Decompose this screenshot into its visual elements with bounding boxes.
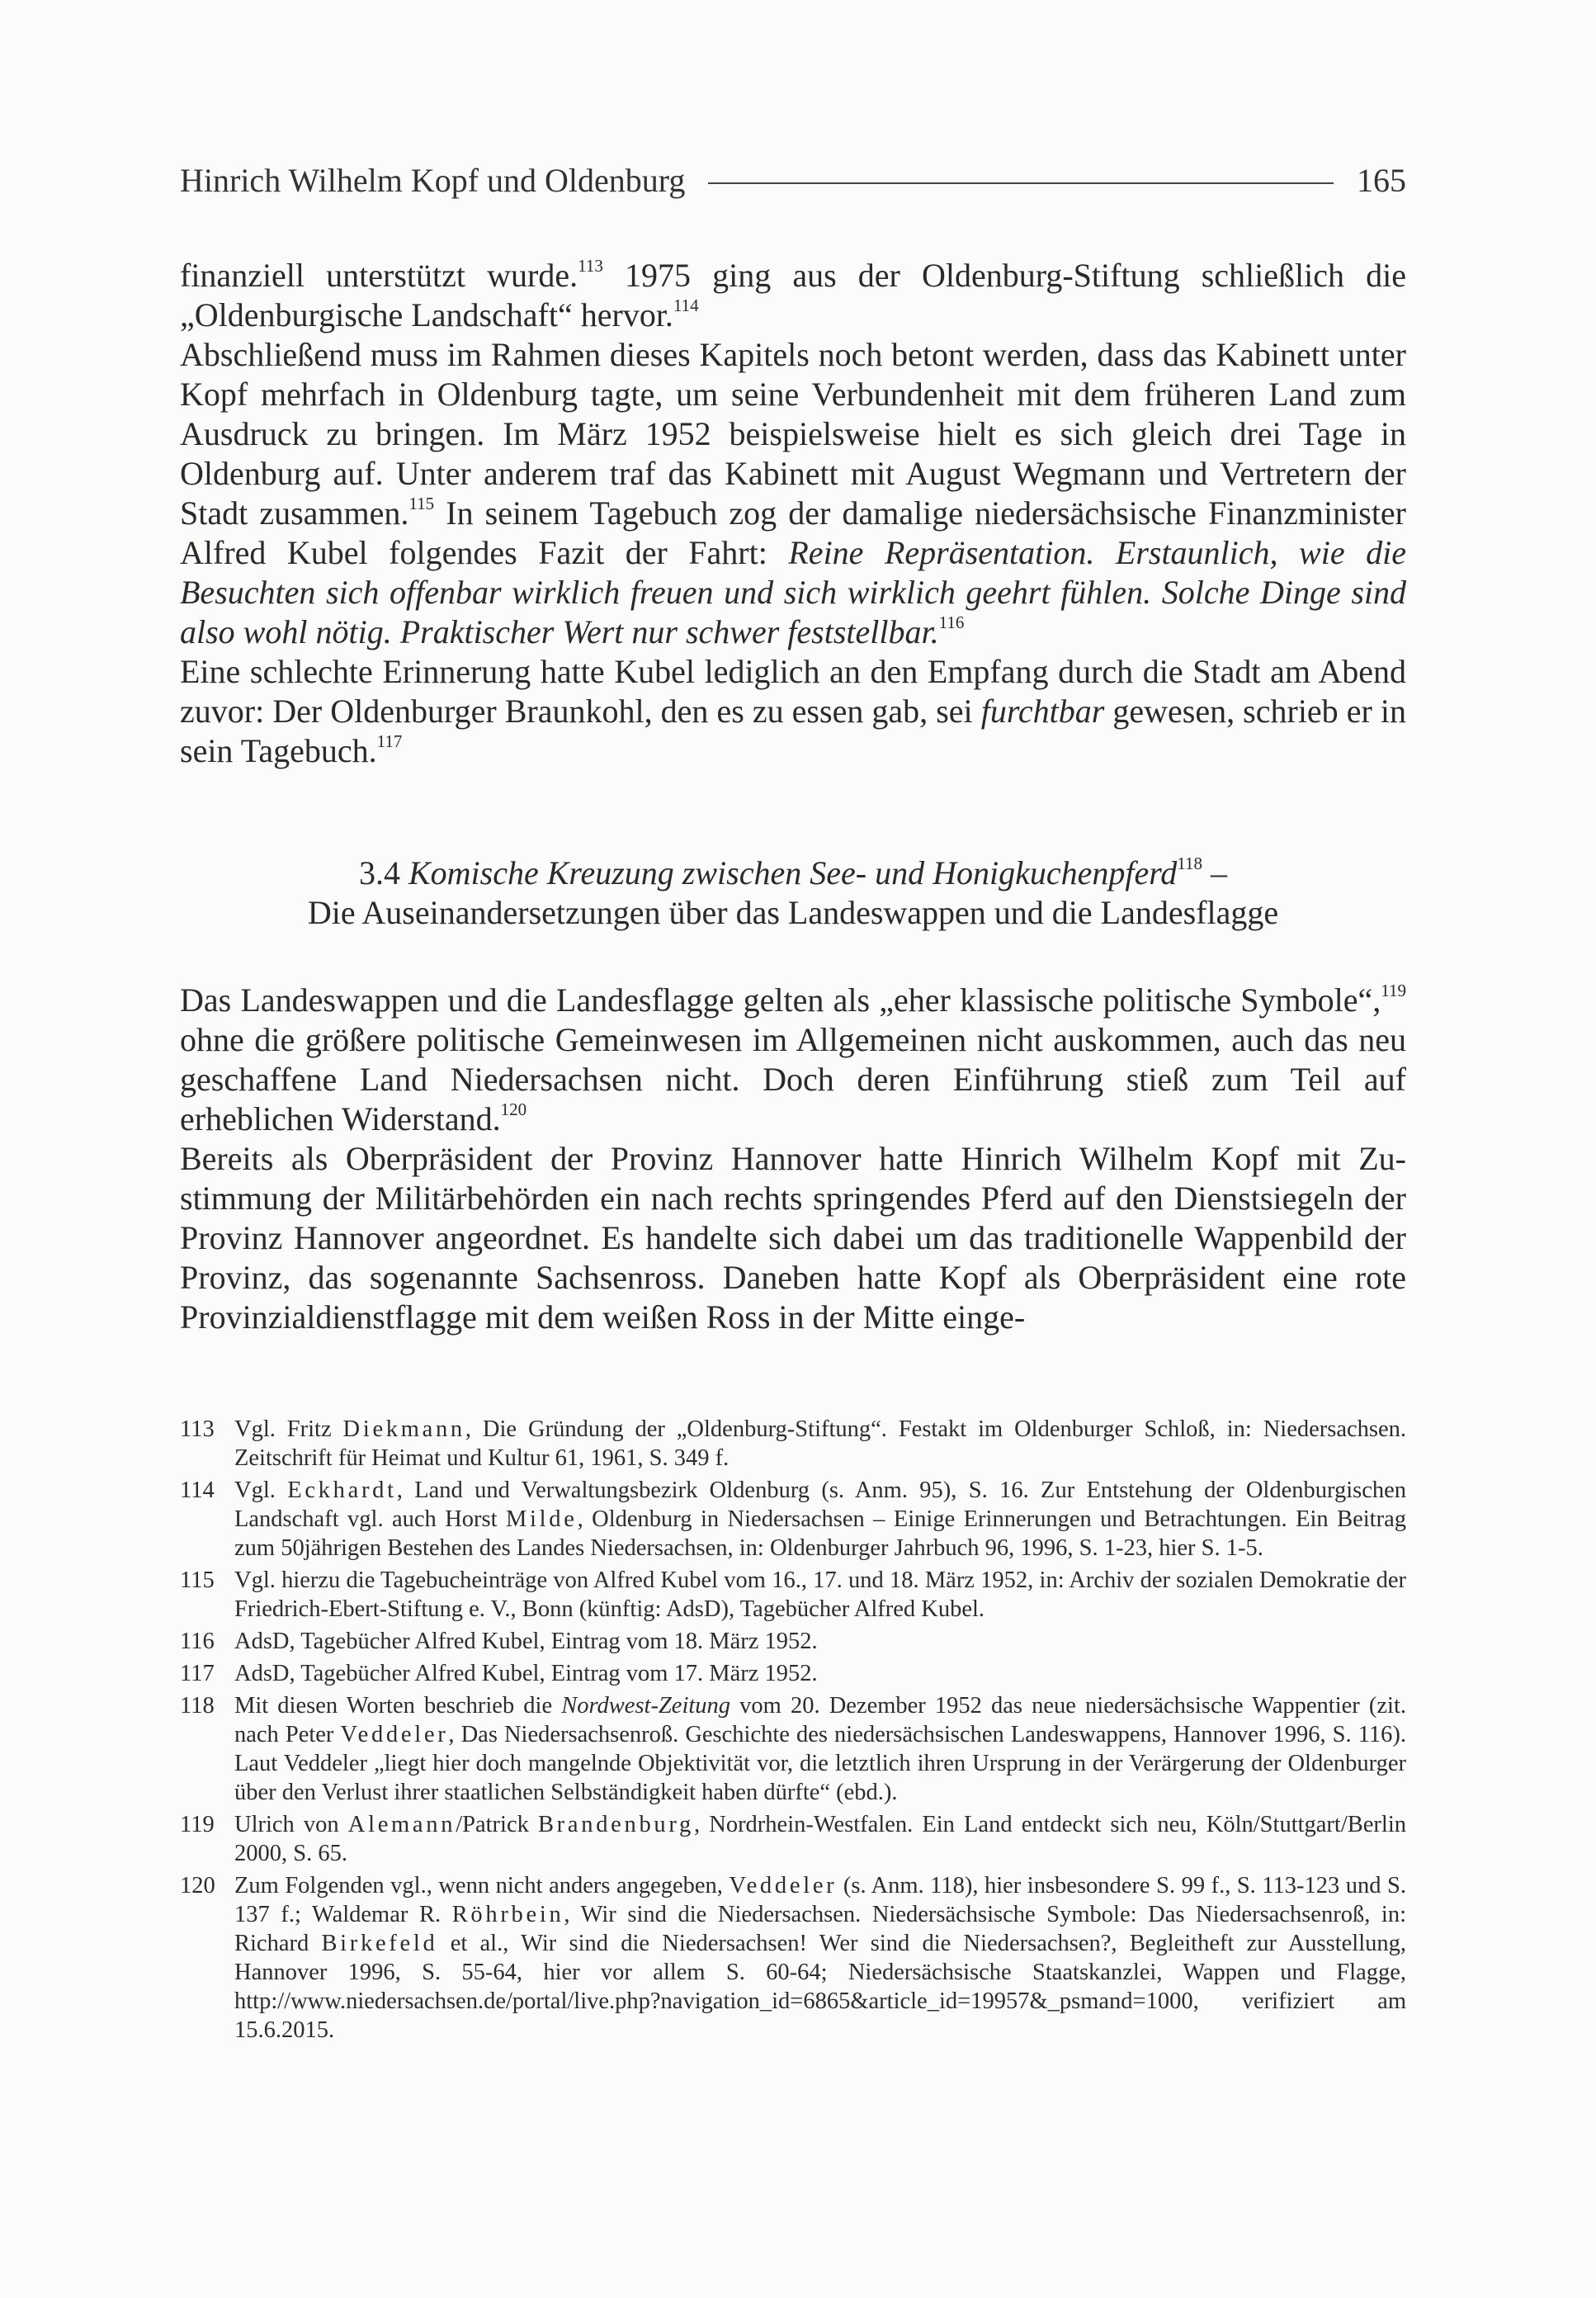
footnote-number: 120	[180, 1873, 215, 1898]
text-run: Röhrbein	[451, 1902, 564, 1927]
text-run: Eine schlechte Erinnerung hatte Kubel lediglich an den Empfang durch die Stadt am Abend zuvor: Der Oldenburger Braunkohl, den es zu essen gab, sei	[180, 653, 1406, 730]
footnote-text: AdsD, Tagebücher Alfred Kubel, Eintrag vom 17. März 1952.	[234, 1661, 818, 1686]
footnote-number: 119	[180, 1812, 215, 1837]
text-run: Veddeler	[729, 1873, 838, 1898]
text-run: Abschließend muss im Rahmen dieses Kapitels noch betont werden, dass das Kabinett unter Kopf mehrfach in Oldenburg tagte, um seine Verbundenheit mit dem früheren Land zum Ausdruck zu bringen. Im März 1952 beispielsweise hielt es sich gleich drei Tage in Oldenburg auf. Unter anderem traf das Kabinett mit August Wegmann und Vertretern der Stadt zusammen.	[180, 336, 1406, 532]
text-run: Diekmann	[342, 1416, 465, 1442]
text-run: finanziell unterstützt wurde.	[180, 257, 578, 294]
footnote-number: 115	[180, 1567, 215, 1593]
text-run: et al., Wir sind die Niedersachsen! Wer sind die Niedersachsen?, Begleitheft zur Ausstellung, Hannover 1996, S. 55-64, hier vor allem S. 60-64; Niedersächsische Staatskanzlei, Wappen und Flagge, http://www.niedersachsen.de/portal/live.php?navigation_id=6865&article_id=19957&_psmand=1000, verifiziert am 15.6.2015.	[234, 1931, 1406, 2043]
text-run: gewesen, schrieb er in sein Tagebuch.	[180, 693, 1406, 769]
text-run: /Patrick	[456, 1812, 538, 1837]
footnote-119	[180, 1810, 1406, 1868]
footnote-116	[180, 1627, 1406, 1656]
footnote-text: Vgl. hierzu die Tagebucheinträge von Alfred Kubel vom 16., 17. und 18. März 1952, in: Archiv der sozialen Demokratie der Friedrich-Ebert-Stiftung e. V., Bonn (künftig: AdsD), Tagebücher Alfred Kubel.	[234, 1567, 1406, 1622]
emphasis-furchtbar: furchtbar	[980, 693, 1105, 730]
paragraph-3	[180, 652, 1406, 771]
footnote-120	[180, 1871, 1406, 2045]
page-number: 165	[1357, 162, 1406, 199]
paragraph-1	[180, 256, 1406, 335]
text-run: ohne die größere politische Gemeinwesen im Allgemeinen nicht auskommen, auch das neu geschaffene Land Niedersachsen nicht. Doch deren Einführung stieß zum Teil auf erheblichen Widerstand.	[180, 1021, 1406, 1137]
text-run: Veddeler	[340, 1722, 449, 1747]
text-run: , Nordrhein-Westfalen. Ein Land entdeckt sich neu, Köln/Stuttgart/Berlin 2000, S. 65.	[234, 1812, 1406, 1866]
header-rule	[708, 182, 1334, 184]
footnote-ref-116[interactable]: 116	[938, 612, 965, 632]
footnote-number: 114	[180, 1478, 215, 1503]
footnote-text	[234, 1691, 1406, 1807]
footnote-117	[180, 1659, 1406, 1688]
section-number: 3.4	[358, 854, 408, 891]
footnote-text	[234, 1871, 1406, 2045]
paragraph-2	[180, 335, 1406, 652]
running-head	[180, 160, 1406, 201]
footnote-114	[180, 1476, 1406, 1563]
text-run: Birkefeld	[321, 1931, 438, 1956]
section-heading-line-1: 3.4 Komische Kreuzung zwischen See- und Honigkuchenpferd$^{118}$ –	[358, 853, 1228, 891]
text-run: In seinem Tagebuch zog der damalige niedersächsische Finanzminister Alfred Kubel folgendes Fazit der Fahrt:	[180, 494, 1407, 571]
footnote-number: 116	[180, 1629, 215, 1654]
footnote-ref-117[interactable]: 117	[376, 731, 403, 751]
text-run: 1975 ging aus der Oldenburg-Stiftung schließlich die „Oldenburgische Landschaft“ hervor.	[180, 257, 1407, 333]
footnote-text	[234, 1415, 1406, 1473]
text-run: Das Landeswappen und die Landesflagge gelten als „eher klassische politische Symbole“,	[180, 981, 1381, 1019]
text-run: Eckhardt	[287, 1478, 397, 1503]
text-run: Zum Folgenden vgl., wenn nicht anders angegeben,	[234, 1873, 730, 1898]
footnote-118	[180, 1691, 1406, 1807]
main-text	[180, 256, 1406, 1337]
footnote-ref-118[interactable]: 118	[1177, 853, 1203, 873]
text-run: , Das Niedersachsenroß. Geschichte des niedersächsischen Landeswappens, Hannover 1996, S. 116). Laut Veddeler „liegt hier doch mangelnde Objektivität vor, die letztlich ihren Ursprung in der Verärgerung der Oldenburger über den Verlust ihrer staatlichen Selbständigkeit haben dürfte“ (ebd.).	[234, 1722, 1407, 1805]
footnote-ref-115[interactable]: 115	[408, 494, 435, 513]
footnote-115	[180, 1566, 1406, 1624]
text-run: (s. Anm. 118), hier insbesondere S. 99 f., S. 113-123 und S. 137 f.; Waldemar R.	[234, 1873, 1406, 1927]
text-run: Mit diesen Worten beschrieb die	[234, 1693, 562, 1719]
section-heading	[180, 853, 1406, 933]
paragraph-5: Bereits als Oberpräsident der Provinz Hannover hatte Hinrich Wilhelm Kopf mit Zustimmung der Militärbehörden ein nach rechts springendes Pferd auf den Dienstsiegeln der Provinz Hannover angeordnet. Es handelte sich dabei um das traditionelle Wappenbild der Provinz, das sogenannte Sachsenross. Daneben hatte Kopf als Oberpräsident eine rote Provinzialdienstflagge mit dem weißen Ross in der Mitte einge-	[180, 1140, 1406, 1336]
paragraph-4	[180, 981, 1406, 1139]
text-run: Milde	[506, 1506, 578, 1532]
text-run: , Die Gründung der „Oldenburg-Stiftung“. Festakt im Oldenburger Schloß, in: Niedersachsen. Zeitschrift für Heimat und Kultur 61, 1961, S. 349 f.	[234, 1416, 1406, 1471]
text-run: Alemann	[347, 1812, 456, 1837]
footnotes	[180, 1415, 1406, 2048]
footnote-number: 118	[180, 1693, 215, 1719]
footnote-text	[234, 1476, 1406, 1563]
text-run: Nordwest-Zeitung	[561, 1693, 731, 1719]
footnote-number: 117	[180, 1661, 215, 1686]
footnote-113	[180, 1415, 1406, 1473]
text-run: Ulrich von	[234, 1812, 348, 1837]
kubel-quote: Reine Repräsentation. Erstaunlich, wie die Besuchten sich offenbar wirklich freuen und sich wirklich geehrt fühlen. Solche Dinge sind also wohl nötig. Praktischer Wert nur schwer feststellbar.	[180, 534, 1406, 650]
footnote-number: 113	[180, 1416, 215, 1442]
footnote-text	[234, 1810, 1406, 1868]
footnote-text: AdsD, Tagebücher Alfred Kubel, Eintrag vom 18. März 1952.	[234, 1629, 818, 1654]
text-run: , Oldenburg in Niedersachsen – Einige Erinnerungen und Betrachtungen. Ein Beitrag zum 50jährigen Bestehen des Landes Niedersachsen, in: Oldenburger Jahrbuch 96, 1996, S. 1-23, hier S. 1-5.	[234, 1506, 1406, 1561]
footnote-ref-119[interactable]: 119	[1381, 981, 1406, 1000]
text-run: , Wir sind die Niedersachsen. Niedersächsische Symbole: Das Niedersachsenroß, in: Richard	[234, 1902, 1407, 1956]
text-run: Vgl. Fritz	[234, 1416, 343, 1442]
text-run: Brandenburg	[537, 1812, 694, 1837]
footnote-ref-114[interactable]: 114	[673, 296, 699, 315]
text-run: Vgl.	[234, 1478, 288, 1503]
running-title: Hinrich Wilhelm Kopf und Oldenburg	[180, 162, 686, 199]
section-title-italic: Komische Kreuzung zwischen See- und Honigkuchenpferd	[408, 854, 1178, 891]
section-heading-line-2: Die Auseinandersetzungen über das Landeswappen und die Landesflagge	[307, 894, 1279, 931]
text-run: , Land und Verwaltungsbezirk Oldenburg (s. Anm. 95), S. 16. Zur Entstehung der Oldenburgischen Landschaft vgl. auch Horst	[234, 1478, 1406, 1532]
footnote-ref-113[interactable]: 113	[578, 256, 603, 276]
text-run: vom 20. Dezember 1952 das neue niedersächsische Wappentier (zit. nach Peter	[234, 1693, 1406, 1747]
footnote-ref-120[interactable]: 120	[500, 1099, 527, 1119]
